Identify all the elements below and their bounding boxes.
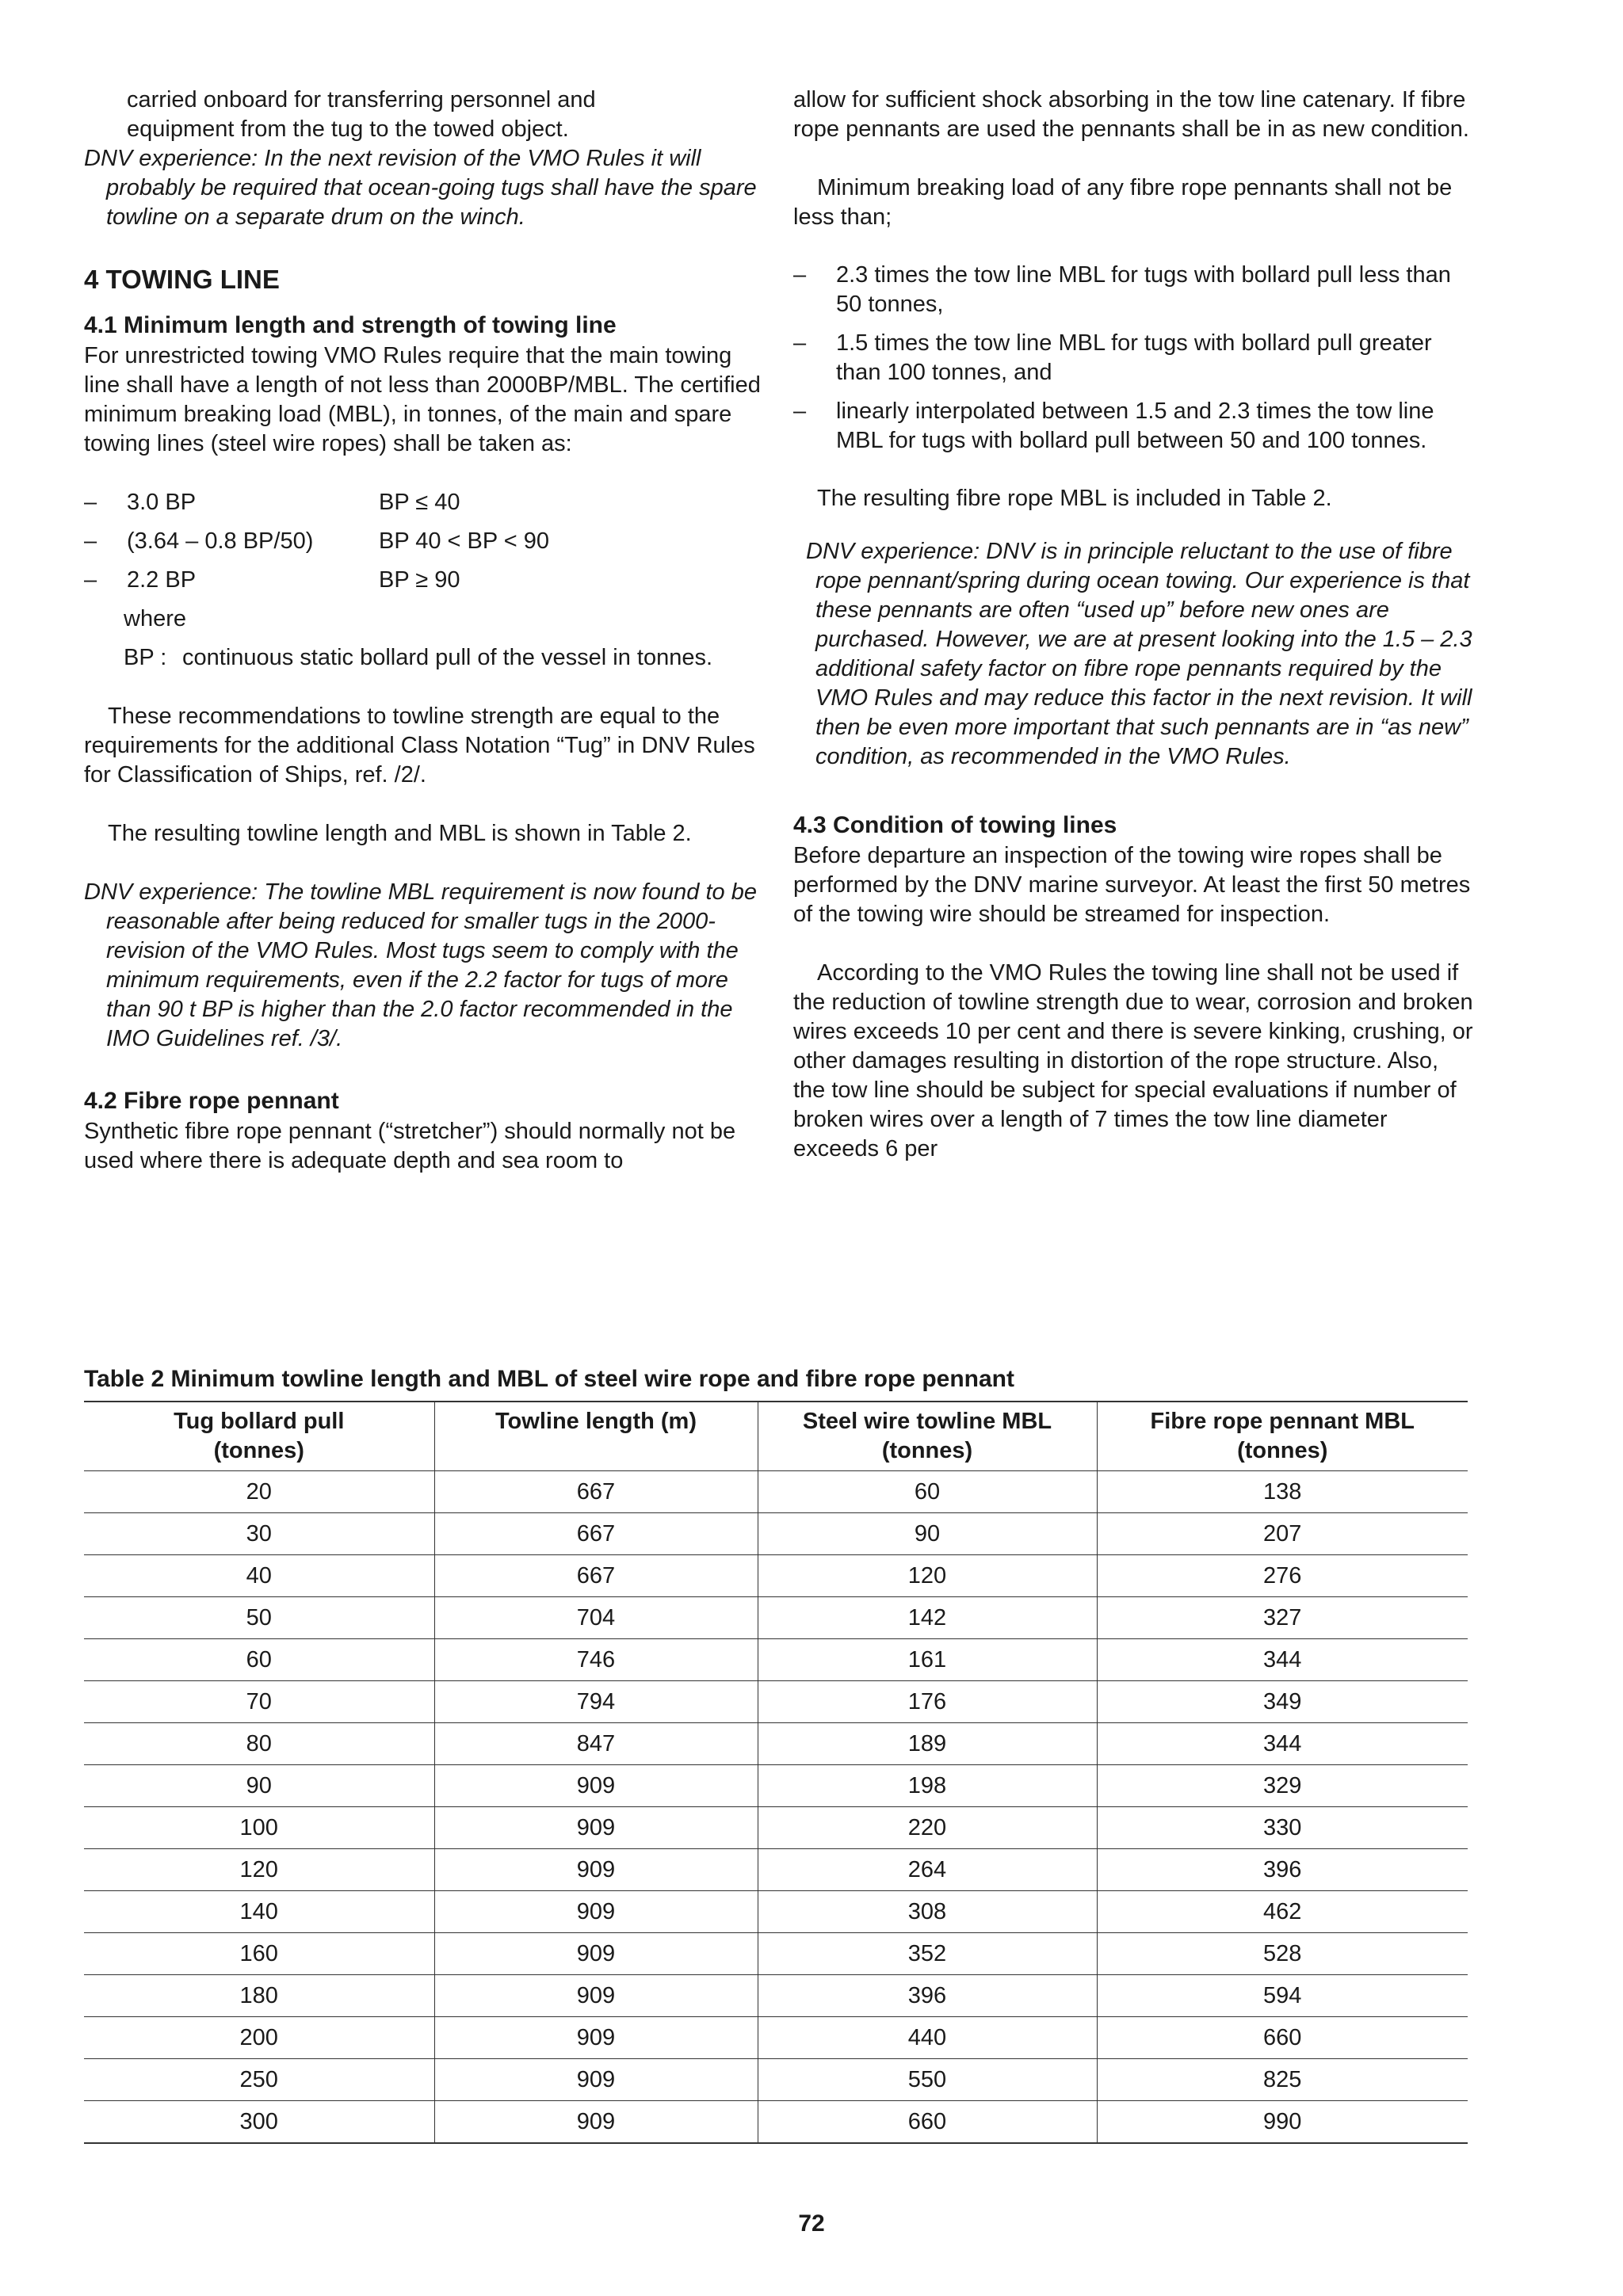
towline-mbl-table [84,1401,1468,2144]
table-cell: 909 [434,1849,758,1891]
table-cell: 667 [434,1471,758,1513]
paragraph: The resulting towline length and MBL is shown in Table 2. [108,821,692,846]
table-cell: 440 [758,2017,1097,2059]
formula-condition: BP ≤ 40 [379,490,460,515]
table-cell: 396 [758,1975,1097,2017]
table-row [84,1513,1468,1555]
list-item-text: 2.3 times the tow line MBL for tugs with bollard pull less than 50 tonnes, [836,262,1451,317]
table-cell: 330 [1097,1807,1468,1849]
table-cell: 990 [1097,2101,1468,2144]
table-cell: 909 [434,1807,758,1849]
intro-line: carried onboard for transferring personnel and [127,87,596,113]
table-cell: 60 [84,1639,434,1681]
table-cell: 300 [84,2101,434,2144]
table-cell: 160 [84,1933,434,1975]
table-header-row [84,1402,1468,1471]
table-cell: 909 [434,2059,758,2101]
table-cell: 667 [434,1555,758,1597]
table-cell: 352 [758,1933,1097,1975]
table-row [84,1639,1468,1681]
table-cell: 142 [758,1597,1097,1639]
intro-continuation [84,86,766,144]
table-row [84,1891,1468,1933]
table-cell: 250 [84,2059,434,2101]
table-cell: 667 [434,1513,758,1555]
table-row [84,1723,1468,1765]
subsection-heading: 4.2 Fibre rope pennant [84,1088,339,1114]
table-cell: 344 [1097,1723,1468,1765]
table-row [84,1975,1468,2017]
table-cell: 909 [434,2017,758,2059]
dnv-experience-note: DNV experience: The towline MBL requirement is now found to be reasonable after being reduced for smaller tugs in the 2000-revision of the VMO Rules. Most tugs seem to comply with the minimum requirements, even if the 2.2 factor for tugs of more than 90 t BP is higher than the 2.0 factor recommended in the IMO Guidelines ref. /3/. [84,879,757,1051]
table-cell: 847 [434,1723,758,1765]
dash: – [793,330,807,356]
dash: – [793,399,807,424]
paragraph: These recommendations to towline strength are equal to the requirements for the additional Class Notation “Tug” in DNV Rules for Classification of Ships, ref. /2/. [84,704,755,788]
formula-condition: BP 40 < BP < 90 [379,528,549,554]
table-cell: 909 [434,1933,758,1975]
list-item [793,261,1475,319]
formula-expression: 2.2 BP [127,567,197,593]
table-cell: 30 [84,1513,434,1555]
table-row [84,2059,1468,2101]
table-row [84,1555,1468,1597]
formula-list [84,488,766,605]
list-item [793,329,1475,387]
table-row [84,1849,1468,1891]
table-cell: 220 [758,1807,1097,1849]
table-row [84,2017,1468,2059]
table-header-cell: Towline length (m) [434,1402,758,1471]
right-column [793,86,1475,1164]
table-cell: 90 [84,1765,434,1807]
table-cell: 396 [1097,1849,1468,1891]
subsection-heading: 4.3 Condition of towing lines [793,812,1117,838]
table-cell: 528 [1097,1933,1468,1975]
table-cell: 462 [1097,1891,1468,1933]
dash: – [84,528,97,554]
paragraph: According to the VMO Rules the towing line shall not be used if the reduction of towline strength due to wear, corrosion and broken wires exceeds 10 per cent and there is severe kinking, crushing, or other damages resulting in distortion of the rope structure. Also, the tow line should be subject for special evaluations if number of broken wires over a length of 7 times the tow line diameter exceeds 6 per [793,960,1473,1161]
intro-line: equipment from the tug to the towed object. [127,116,569,142]
formula-row [84,527,766,566]
table-cell: 176 [758,1681,1097,1723]
table-cell: 40 [84,1555,434,1597]
left-column [84,86,766,1176]
table-cell: 909 [434,2101,758,2144]
table-cell: 327 [1097,1597,1468,1639]
table-header-cell: Steel wire towline MBL (tonnes) [758,1402,1097,1471]
table-row [84,1807,1468,1849]
table-cell: 660 [758,2101,1097,2144]
table-cell: 909 [434,1891,758,1933]
table-cell: 20 [84,1471,434,1513]
paragraph: allow for sufficient shock absorbing in the tow line catenary. If fibre rope pennants are used the pennants shall be in as new condition. [793,87,1469,142]
table-cell: 161 [758,1639,1097,1681]
table-cell: 704 [434,1597,758,1639]
table-cell: 138 [1097,1471,1468,1513]
table-row [84,1765,1468,1807]
table-cell: 198 [758,1765,1097,1807]
table-body [84,1471,1468,2144]
formula-expression: (3.64 – 0.8 BP/50) [127,528,314,554]
table-cell: 200 [84,2017,434,2059]
table-cell: 60 [758,1471,1097,1513]
dnv-experience-note: DNV experience: DNV is in principle reluctant to the use of fibre rope pennant/spring during ocean towing. Our experience is that these pennants are often “used up” before new ones are purchased. However, we are at present looking into the 1.5 – 2.3 additional safety factor on fibre rope pennants required by the VMO Rules and may reduce this factor in the next revision. It will then be even more important that such pennants are in “as new” condition, as recommended in the VMO Rules. [806,539,1472,769]
formula-expression: 3.0 BP [127,490,197,515]
table-caption: Table 2 Minimum towline length and MBL of steel wire rope and fibre rope pennant [84,1366,1014,1392]
where-label: where [124,606,186,631]
bp-definition [84,643,766,673]
table-cell: 90 [758,1513,1097,1555]
table-row [84,1471,1468,1513]
dash: – [793,262,807,288]
table-cell: 344 [1097,1639,1468,1681]
subsection-heading: 4.1 Minimum length and strength of towing line [84,312,617,338]
table-row [84,2101,1468,2144]
list-item [793,397,1475,456]
table-cell: 50 [84,1597,434,1639]
table-cell: 140 [84,1891,434,1933]
table-cell: 180 [84,1975,434,2017]
fibre-rope-requirements-list [793,261,1475,456]
table-cell: 189 [758,1723,1097,1765]
table-cell: 100 [84,1807,434,1849]
table-row [84,1597,1468,1639]
paragraph: Synthetic fibre rope pennant (“stretcher”) should normally not be used where there is adequate depth and sea room to [84,1119,736,1173]
table-row [84,1681,1468,1723]
formula-condition: BP ≥ 90 [379,567,460,593]
table-cell: 329 [1097,1765,1468,1807]
table-cell: 550 [758,2059,1097,2101]
table-cell: 660 [1097,2017,1468,2059]
table-cell: 746 [434,1639,758,1681]
table-cell: 349 [1097,1681,1468,1723]
table-cell: 794 [434,1681,758,1723]
dash: – [84,490,97,515]
paragraph: Minimum breaking load of any fibre rope pennants shall not be less than; [793,175,1453,230]
table-header-cell: Fibre rope pennant MBL (tonnes) [1097,1402,1468,1471]
table-cell: 120 [84,1849,434,1891]
table-cell: 909 [434,1975,758,2017]
bp-definition-text: continuous static bollard pull of the vessel in tonnes. [182,645,713,670]
list-item-text: linearly interpolated between 1.5 and 2.3 times the tow line MBL for tugs with bollard pull between 50 and 100 tonnes. [836,399,1434,453]
formula-row [84,488,766,527]
table-header-cell: Tug bollard pull (tonnes) [174,1409,345,1463]
dnv-experience-note: DNV experience: In the next revision of the VMO Rules it will probably be required that ocean-going tugs shall have the spare towline on a separate drum on the winch. [84,146,757,230]
table-cell: 120 [758,1555,1097,1597]
formula-row [84,566,766,605]
paragraph: For unrestricted towing VMO Rules require that the main towing line shall have a length of not less than 2000BP/MBL. The certified minimum breaking load (MBL), in tonnes, of the main and spare towing lines (steel wire ropes) shall be taken as: [84,343,761,456]
table-cell: 80 [84,1723,434,1765]
dash: – [84,567,97,593]
bp-label: BP : [124,645,167,670]
table-cell: 825 [1097,2059,1468,2101]
table-cell: 909 [434,1765,758,1807]
table-cell: 594 [1097,1975,1468,2017]
table-cell: 70 [84,1681,434,1723]
page-number: 72 [798,2210,825,2237]
table-cell: 308 [758,1891,1097,1933]
table-cell: 276 [1097,1555,1468,1597]
paragraph: Before departure an inspection of the towing wire ropes shall be performed by the DNV marine surveyor. At least the first 50 metres of the towing wire should be streamed for inspection. [793,843,1471,927]
paragraph: The resulting fibre rope MBL is included in Table 2. [817,486,1332,511]
list-item-text: 1.5 times the tow line MBL for tugs with bollard pull greater than 100 tonnes, and [836,330,1432,385]
table-row [84,1933,1468,1975]
table-cell: 207 [1097,1513,1468,1555]
section-heading: 4 TOWING LINE [84,265,280,294]
table-cell: 264 [758,1849,1097,1891]
